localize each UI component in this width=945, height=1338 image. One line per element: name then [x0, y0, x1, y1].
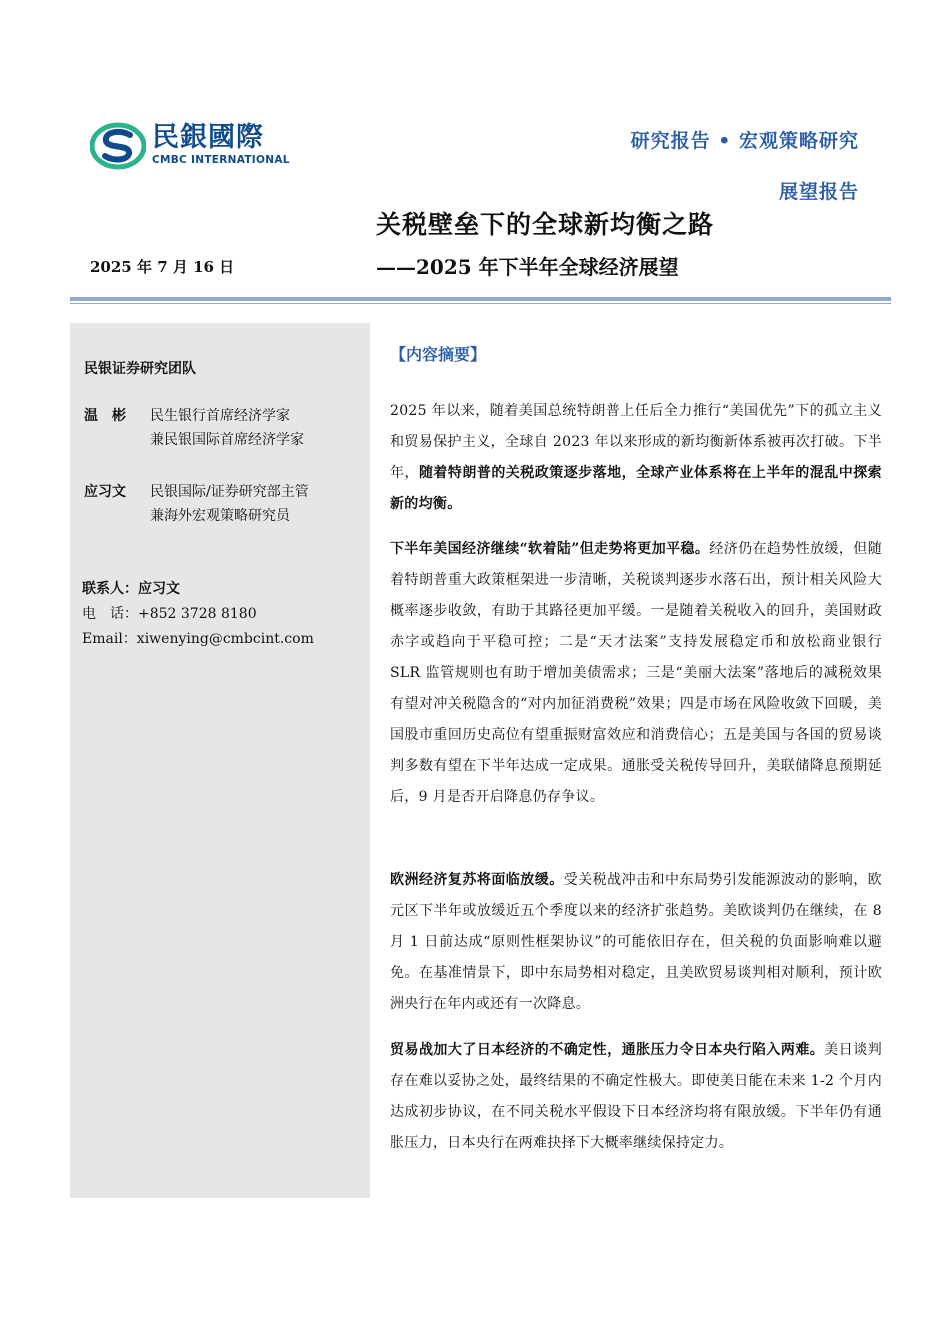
report-title: 关税壁垒下的全球新均衡之路: [376, 210, 715, 239]
abstract-paragraph: [390, 865, 882, 1020]
paragraph-emphasis: 贸易战加大了日本经济的不确定性，通胀压力令日本央行陷入两难。: [390, 1042, 825, 1058]
abstract-paragraph: [390, 396, 882, 520]
author-name: 温 彬: [84, 408, 126, 424]
author-role: [150, 404, 380, 452]
report-subtitle: ——2025 年下半年全球经济展望: [376, 255, 679, 279]
author-name: 应习文: [84, 484, 126, 500]
paragraph-text: 经济仍在趋势性放缓，但随着特朗普重大政策框架进一步清晰，关税谈判逐步水落石出，预计相关风险大概率逐步收敛，有助于其路径更加平缓。一是随着关税收入的回升，美国财政赤字或趋向于平稳可控；二是“天才法案”支持发展稳定币和放松商业银行 SLR 监管规则也有助于增加美债需求；三是“美丽大法案”落地后的减税效果有望对冲关税隐含的“对内加征消费税”效果；四是市场在风险收敛下回暖，美国股市重回历史高位有望重振财富效应和消费信心；五是美国与各国的贸易谈判多数有望在下半年达成一定成果。通胀受关税传导回升，美联储降息预期延后，9 月是否开启降息仍存争议。: [390, 541, 882, 805]
team-title: 民银证券研究团队: [84, 361, 196, 377]
contact-name: 应习文: [138, 581, 180, 597]
author-role-line: 民银国际/证券研究部主管: [150, 484, 309, 500]
phone-number: +852 3728 8180: [138, 606, 257, 622]
contact-block: [82, 577, 314, 652]
author-role-line: 兼民银国际首席经济学家: [150, 432, 304, 448]
phone-label: 电 话：: [82, 606, 138, 622]
logo-mark-icon: [90, 122, 146, 170]
author-entry: [84, 404, 374, 454]
report-category: 研究报告 • 宏观策略研究: [630, 130, 859, 152]
contact-email: [82, 627, 314, 652]
abstract-paragraph: [390, 1035, 882, 1159]
email-address: xiwenying@cmbcint.com: [136, 631, 314, 647]
contact-label: 联系人：: [82, 581, 138, 597]
paragraph-text: 美日谈判存在难以妥协之处，最终结果的不确定性极大。即使美日能在未来 1-2 个月内达成初步协议，在不同关税水平假设下日本经济均将有限放缓。下半年仍有通胀压力，日本央行在两难抉择下大概率继续保持定力。: [390, 1042, 883, 1151]
paragraph-emphasis: 下半年美国经济继续“软着陆”但走势将更加平稳。: [390, 541, 710, 557]
abstract-title: 【内容摘要】: [390, 345, 487, 364]
author-sidebar: [70, 323, 370, 1198]
paragraph-text: 受关税战冲击和中东局势引发能源波动的影响，欧元区下半年或放缓近五个季度以来的经济扩张趋势。美欧谈判仍在继续，在 8 月 1 日前达成“原则性框架协议”的可能依旧存在，但关税的负面影响难以避免。在基准情景下，即中东局势相对稳定，且美欧贸易谈判相对顺利，预计欧洲央行在年内或还有一次降息。: [390, 872, 882, 1012]
header-divider-thin: [70, 303, 891, 304]
author-role-line: 民生银行首席经济学家: [150, 408, 290, 424]
report-date: 2025 年 7 月 16 日: [90, 258, 235, 276]
company-logo: [90, 122, 290, 170]
author-role-line: 兼海外宏观策略研究员: [150, 508, 290, 524]
paragraph-emphasis: 随着特朗普的关税政策逐步落地，全球产业体系将在上半年的混乱中探索新的均衡。: [390, 465, 882, 512]
author-role: [150, 480, 380, 528]
logo-english-name: CMBC INTERNATIONAL: [152, 154, 290, 166]
logo-chinese-name: 民銀國際: [152, 122, 264, 153]
paragraph-text: 2025 年以来，随着美国总统特朗普上任后全力推行“美国优先”下的孤立主义和贸易保护主义，全球自 2023 年以来形成的新均衡新体系被再次打破。下半年，: [390, 403, 882, 481]
contact-phone: [82, 602, 314, 627]
contact-person: [82, 577, 314, 602]
report-subcategory: 展望报告: [778, 181, 859, 203]
email-label: Email：: [82, 631, 137, 647]
abstract-paragraph: [390, 534, 882, 813]
paragraph-emphasis: 欧洲经济复苏将面临放缓。: [390, 872, 564, 888]
header-divider: [70, 297, 891, 301]
author-entry: [84, 480, 374, 530]
